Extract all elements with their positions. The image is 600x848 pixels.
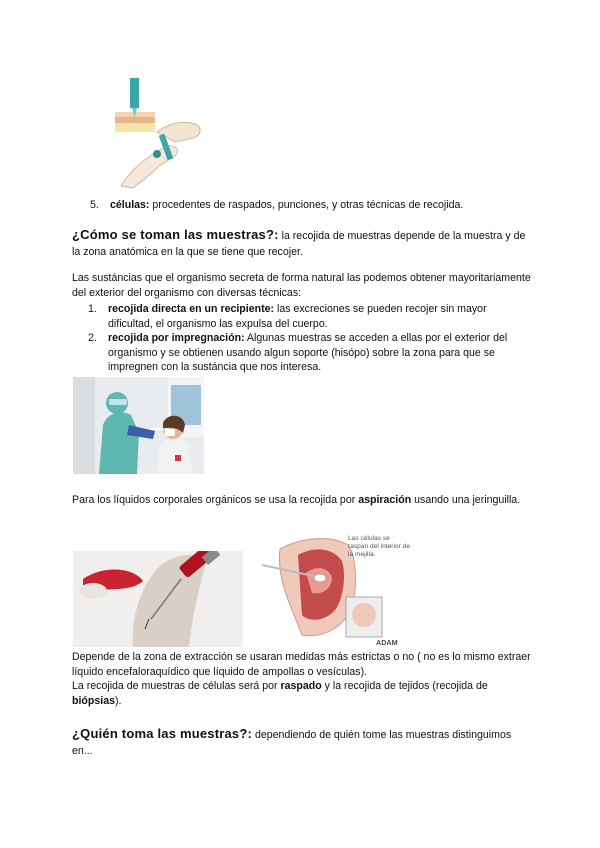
paragraph-extraction: [72, 650, 532, 708]
paragraph-substances: [72, 271, 532, 300]
paragraph-text: Depende de la zona de extracción se usaran medidas más estrictas o no ( no es lo mismo extraer líquido encefaloraquídico que líquido de ampollas o vesículas).: [72, 651, 531, 678]
section-text: la recojida de muestras depende de la muestra y de la zona anatómica en la que se tiene que recojer.: [72, 230, 526, 258]
section-heading: ¿Quién toma las muestras?:: [72, 726, 253, 741]
list-term: células:: [110, 199, 150, 211]
skin-puncture-illustration: [111, 74, 209, 192]
nasal-swab-photo: [73, 377, 204, 474]
list-text: procedentes de raspados, punciones, y otras técnicas de recojida.: [149, 199, 464, 211]
diagram-caption: Las células se raspan del interior de la mejilla.: [348, 535, 410, 558]
section-heading: ¿Cómo se toman las muestras?:: [72, 227, 279, 242]
paragraph-text: Para los líquidos corporales orgánicos se usa la recojida por: [72, 494, 359, 506]
list-term: recojida por impregnación:: [108, 332, 245, 345]
syringe-photo: [73, 551, 243, 647]
section-how-samples: [72, 227, 532, 260]
cheek-cell-diagram: [262, 535, 412, 647]
adam-logo: ADAM: [376, 638, 398, 647]
bold-term-biopsies: biópsias: [72, 694, 115, 707]
bold-term-aspiration: aspiración: [358, 494, 412, 506]
paragraph-text: usando una jeringuilla.: [411, 494, 521, 506]
list-item-cells: [74, 198, 554, 213]
section-who-takes-samples: [72, 726, 532, 759]
list-number: 5.: [90, 199, 99, 211]
paragraph-text: La recojida de muestras de células será por: [72, 680, 281, 693]
bold-term-scraping: raspado: [280, 680, 322, 693]
list-item-impregnation: [72, 331, 532, 375]
list-number: 1.: [88, 303, 97, 315]
list-text: Algunas muestras se acceden a ellas por el exterior del organismo y se obtienen usando algun soporte (hisópo) sobre la zona para que se impregnen con la sustáncia que nos interesa.: [108, 332, 508, 374]
list-number: 2.: [88, 332, 97, 345]
paragraph-aspiration: [72, 493, 532, 508]
section-text: dependiendo de quién tome las muestras distinguimos en...: [72, 729, 512, 757]
list-item-direct: [72, 302, 532, 331]
paragraph-text: Las sustáncias que el organismo secreta de forma natural las podemos obtener mayoritariamente del exterior del organismo con diversas técnicas:: [72, 272, 531, 299]
list-term: recojida directa en un recipiente:: [108, 303, 275, 315]
paragraph-text: y la recojida de tejidos (recojida de: [321, 680, 488, 693]
list-text: las excreciones se pueden recojer sin mayor dificultad, el organismo las expulsa del cuerpo.: [108, 303, 487, 330]
collection-methods-list: [72, 302, 532, 375]
paragraph-text: ).: [114, 694, 122, 707]
